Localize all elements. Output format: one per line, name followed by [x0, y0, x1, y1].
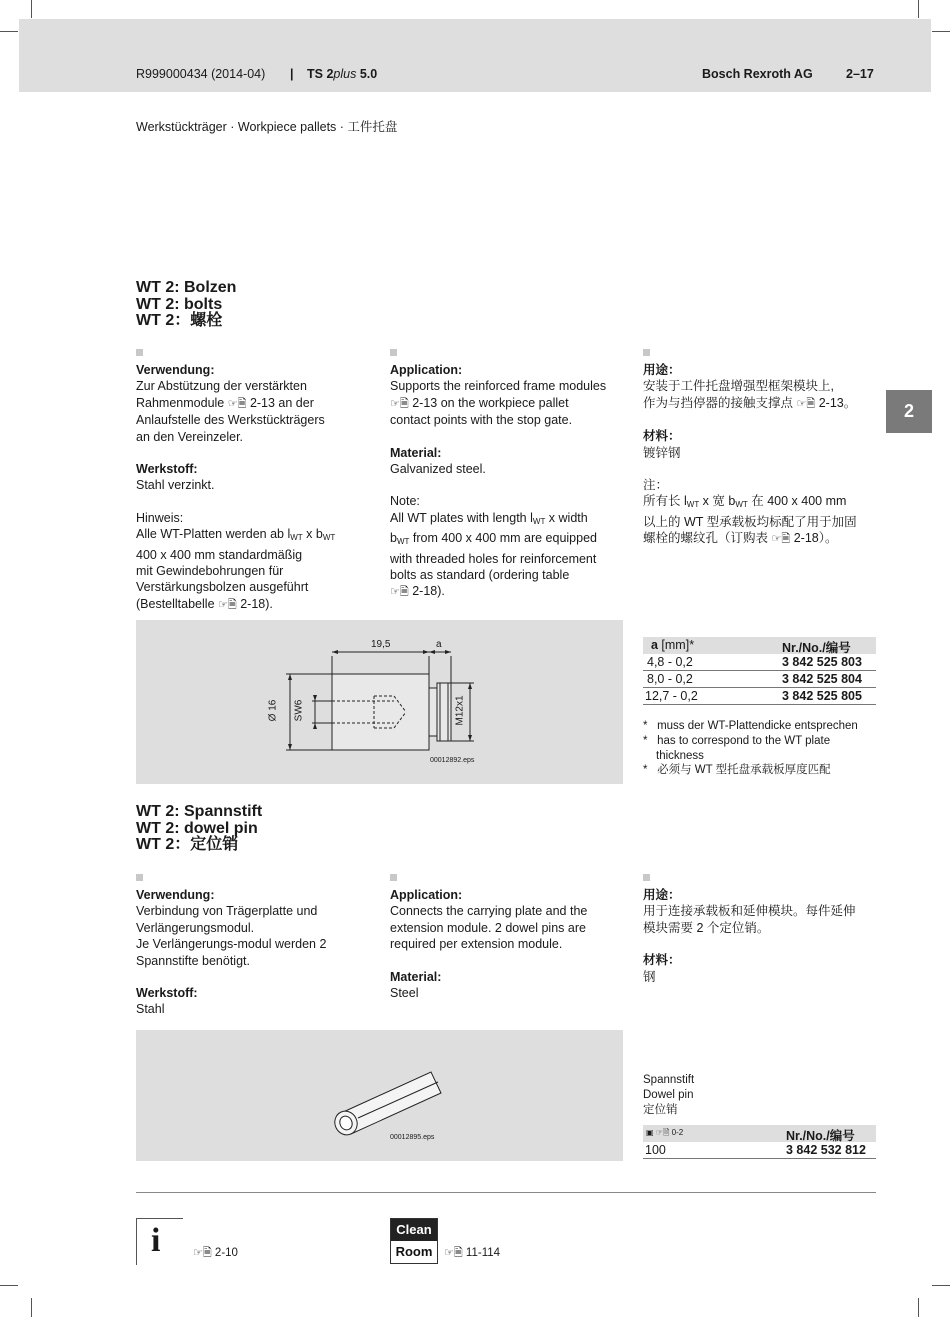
clean-room-icon: Clean Room — [390, 1218, 438, 1264]
reference-icon: ☞🗎 — [771, 533, 791, 546]
dowel-de-column: Verwendung: Verbindung von Trägerplatte und Verlängerungsmodul. Je Verlängerungs-modul werden 2 Spannstifte benötigt. Werkstoff: Stahl — [136, 874, 366, 1018]
crop-mark — [31, 0, 32, 18]
table-header: a [mm]* Nr./No./编号 — [643, 637, 876, 654]
bullet-square — [643, 349, 650, 356]
title-zh: WT 2：螺栓 — [136, 312, 223, 329]
reference-icon: ☞🗎 — [390, 397, 409, 410]
doc-number: R999000434 (2014-04) — [136, 67, 266, 81]
crop-mark — [0, 31, 18, 32]
table-row: 12,7 - 0,2 3 842 525 805 — [643, 688, 876, 705]
title-de: WT 2: Spannstift — [136, 803, 263, 820]
reference-icon: ☞🗎 — [218, 598, 237, 611]
dim-thread-label: M12x1 — [454, 695, 466, 726]
chapter-tab: 2 — [886, 390, 932, 433]
dowel-pin-drawing — [136, 1030, 623, 1161]
footer-divider — [136, 1192, 876, 1193]
bolt-drawing-area — [136, 620, 623, 784]
reference-icon: ☞🗎 — [796, 397, 816, 410]
table-row: 8,0 - 0,2 3 842 525 804 — [643, 671, 876, 688]
bullet-square — [390, 349, 397, 356]
info-icon: i — [136, 1218, 183, 1265]
bolt-thread — [437, 683, 451, 741]
drawing-file-label: 00012895.eps — [390, 1134, 435, 1141]
header-separator: | — [290, 67, 294, 81]
bolts-zh-column: 用途： 安装于工件托盘增强型框架模块上, 作为与挡停器的接触支撑点 ☞🗎 2-13。 材料： 镀锌钢 注： 所有长 $l_{WT}$ x 宽 $b_{WT}$ 在 400 x 400 mm 以上的 WT 型承载板均标配了用于加固 螺栓的螺纹孔（订购表 ☞🗎 2-18）。 — [643, 349, 883, 548]
reference-icon: ☞🗎 — [390, 586, 409, 599]
bullet-square — [136, 349, 143, 356]
title-zh: WT 2：定位销 — [136, 836, 239, 853]
dowel-labels: Spannstift Dowel pin 定位销 — [643, 1074, 695, 1116]
section-title-dowel — [136, 804, 262, 854]
dowel-zh-column: 用途： 用于连接承载板和延伸模块。每件延伸 模块需要 2 个定位销。 材料： 钢 — [643, 874, 883, 985]
product-name: TS 2plus 5.0 — [307, 67, 378, 81]
bolts-footnote: * muss der WT-Plattendicke entsprechen * has to correspond to the WT plate thickness * 必须与 WT 型托盘承载板厚度匹配 — [643, 720, 858, 777]
bolts-order-table — [643, 637, 876, 705]
title-en: WT 2: dowel pin — [136, 819, 258, 837]
title-en: WT 2: bolts — [136, 295, 223, 313]
crop-mark — [918, 0, 919, 18]
bolts-de-column: Verwendung: Zur Abstützung der verstärkten Rahmenmodule ☞🗎 2-13 an der Anlaufstelle des Werkstückträgers an den Vereinzeler. Werkstoff: Stahl verzinkt. Hinweis: Alle WT-Platten werden ab $l_{WT}$ x $b_{WT}$ 400 x 400 mm standardmäßig mit Gewindebohrungen für Verstärkungsbolzen ausgeführt (Bestelltabelle ☞🗎 2-18). — [136, 349, 366, 613]
bullet-square — [390, 874, 397, 881]
package-icon: ▣ ☞🗎 0-2 — [646, 1128, 684, 1137]
page-number: 2–17 — [846, 67, 874, 81]
bullet-square — [136, 874, 143, 881]
header-band — [19, 19, 931, 92]
company-name: Bosch Rexroth AG — [702, 67, 813, 81]
bullet-square — [643, 874, 650, 881]
crop-mark — [932, 1285, 950, 1286]
bolt-body — [332, 674, 429, 750]
crop-mark — [918, 1298, 919, 1317]
drawing-file-label: 00012892.eps — [430, 757, 475, 764]
dim-sw-label: SW6 — [293, 699, 305, 722]
info-reference: ☞🗎 2-10 — [193, 1247, 238, 1259]
reference-icon: ☞🗎 — [227, 397, 247, 410]
dim-a-label: a — [436, 639, 442, 650]
dim-dia-label: Ø 16 — [267, 699, 279, 722]
dowel-order-table — [643, 1125, 876, 1159]
section-title-bolts — [136, 280, 236, 330]
breadcrumb: Werkstückträger · Workpiece pallets · 工件托盘 — [136, 120, 398, 134]
dowel-en-column: Application: Connects the carrying plate and the extension module. 2 dowel pins are required per extension module. Material: Steel — [390, 874, 630, 1001]
crop-mark — [932, 31, 950, 32]
bolt-neck — [429, 688, 437, 736]
table-header: ▣ ☞🗎 0-2 Nr./No./编号 — [643, 1125, 876, 1142]
title-de: WT 2: Bolzen — [136, 279, 237, 296]
clean-room-reference: ☞🗎 11-114 — [444, 1247, 501, 1259]
table-row: 100 3 842 532 812 — [643, 1142, 876, 1159]
crop-mark — [31, 1298, 32, 1317]
table-row: 4,8 - 0,2 3 842 525 803 — [643, 654, 876, 671]
dim-length-label: 19,5 — [371, 639, 391, 650]
dowel-drawing-area — [136, 1030, 623, 1161]
crop-mark — [0, 1285, 18, 1286]
bolts-en-column: Application: Supports the reinforced frame modules ☞🗎 2-13 on the workpiece pallet contact points with the stop gate. Material: Galvanized steel. Note: All WT plates with length $l_{WT}$ x width $b_{WT}$ from 400 x 400 mm are equipped with threaded holes for reinforcement bolts as standard (ordering table ☞🗎 2-18). — [390, 349, 630, 601]
